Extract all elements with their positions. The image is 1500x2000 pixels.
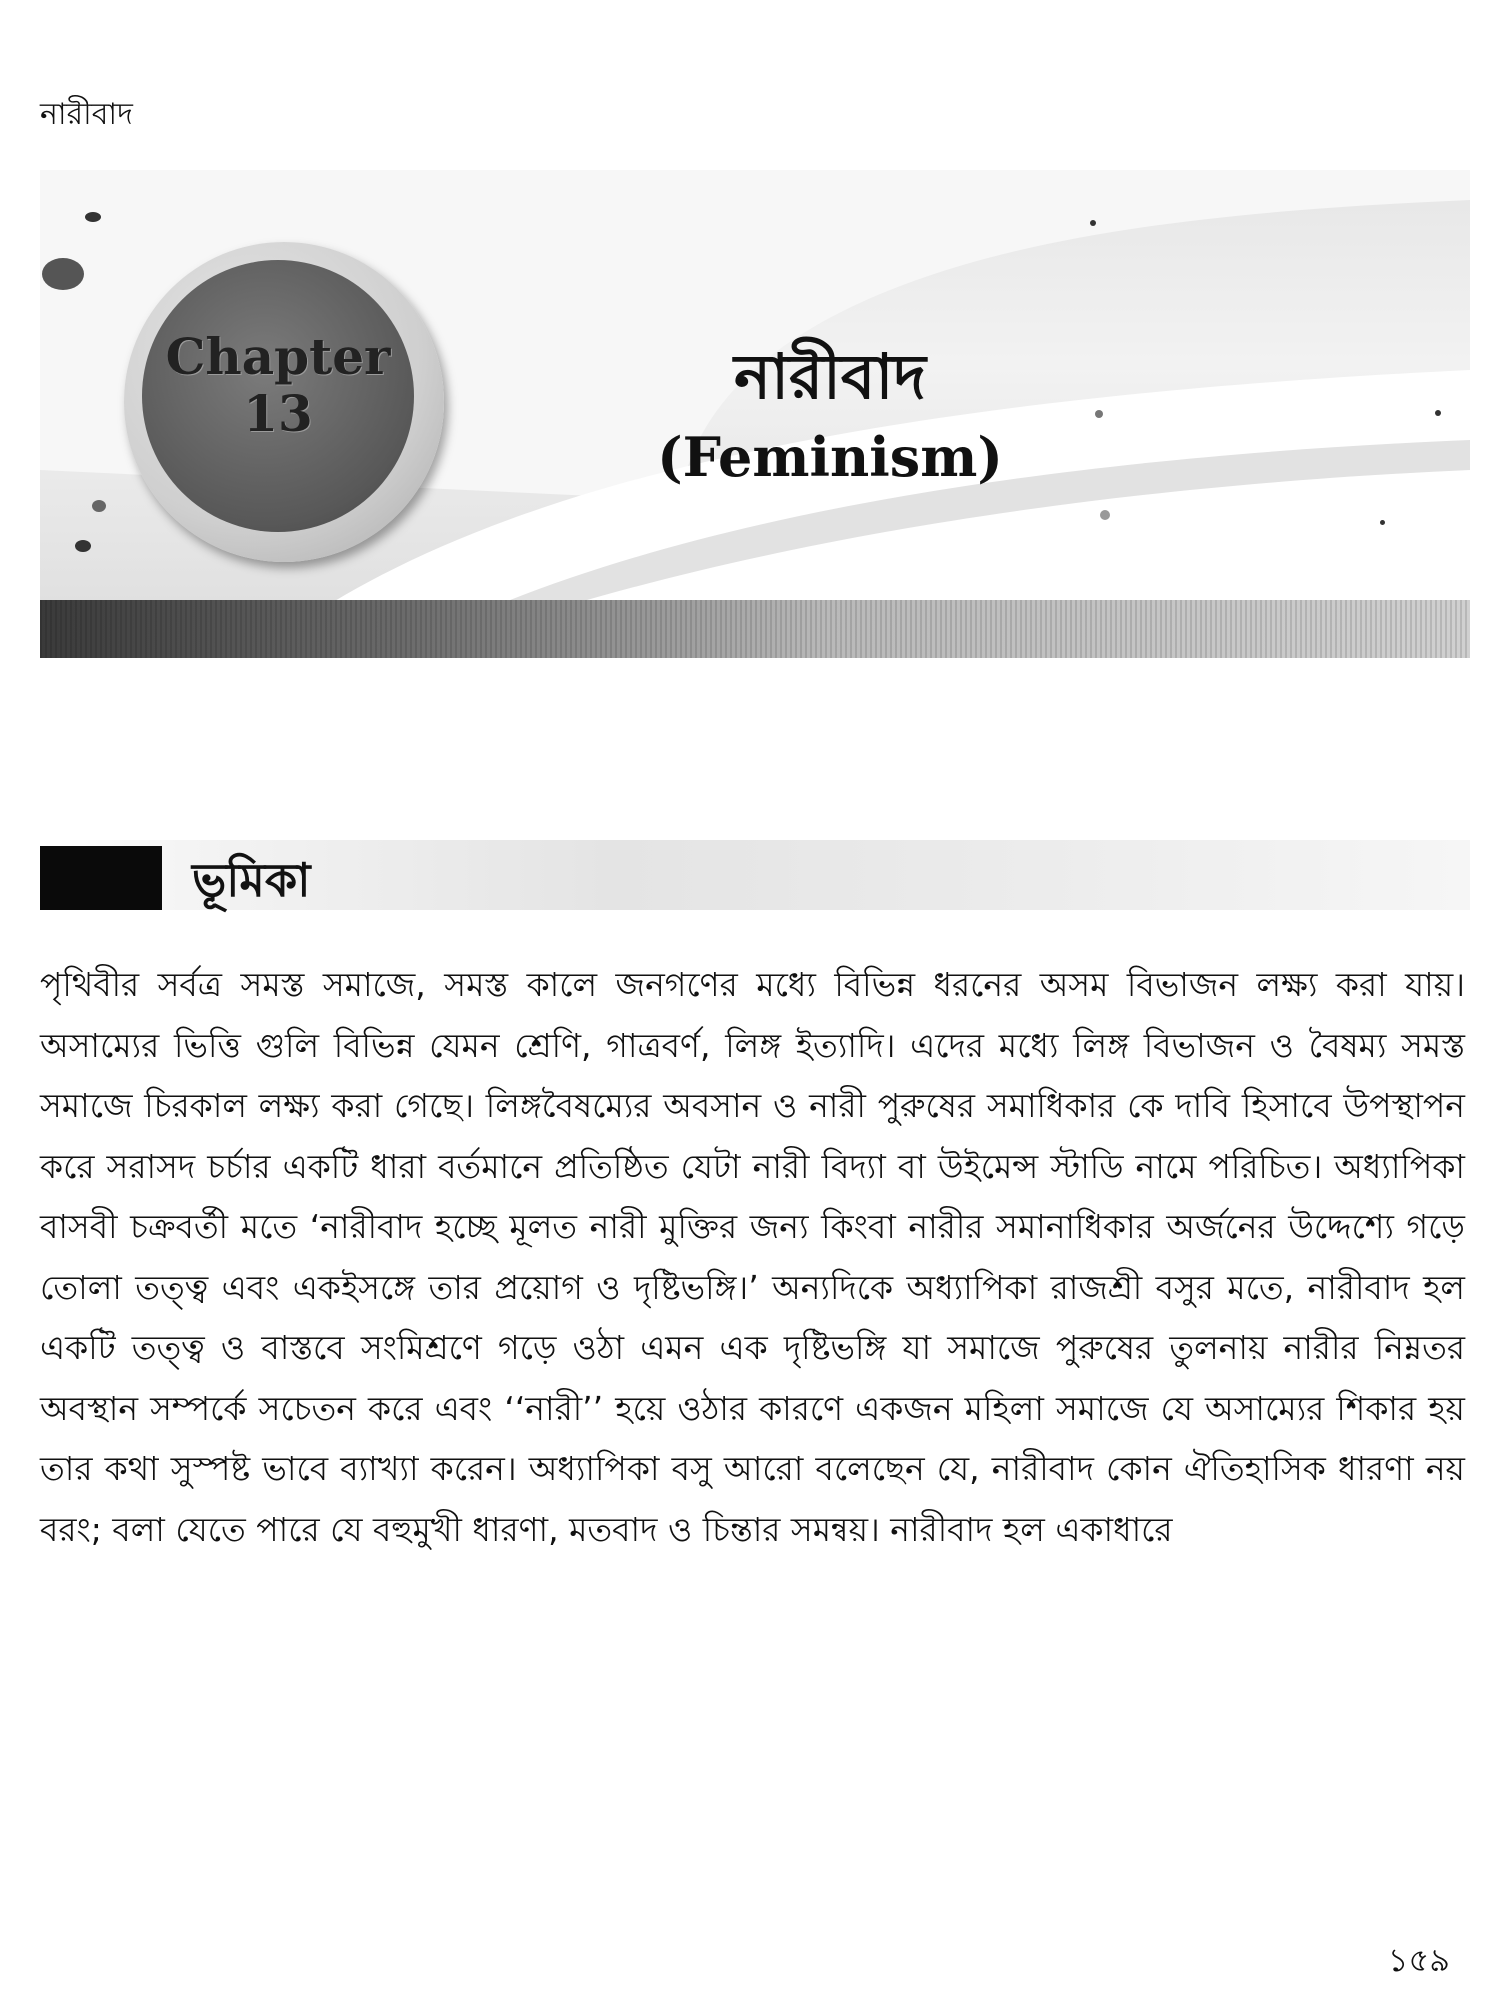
chapter-banner [40,170,1470,658]
decorative-dot [1090,220,1096,226]
body-paragraph: পৃথিবীর সর্বত্র সমস্ত সমাজে, সমস্ত কালে জনগণের মধ্যে বিভিন্ন ধরনের অসম বিভাজন লক্ষ্য করা যায়। অসাম্যের ভিত্তি গুলি বিভিন্ন যেমন শ্রেণি, গাত্রবর্ণ, লিঙ্গ ইত্যাদি। এদের মধ্যে লিঙ্গ বিভাজন ও বৈষম্য সমস্ত সমাজে চিরকাল লক্ষ্য করা গেছে। লিঙ্গবৈষম্যের অবসান ও নারী পুরুষের সমাধিকার কে দাবি হিসাবে উপস্থাপন করে সরাসদ চর্চার একটি ধারা বর্তমানে প্রতিষ্ঠিত যেটা নারী বিদ্যা বা উইমেন্স স্টাডি নামে পরিচিত। অধ্যাপিকা বাসবী চক্রবর্তী মতে ‘নারীবাদ হচ্ছে মূলত নারী মুক্তির জন্য কিংবা নারীর সমানাধিকার অর্জনের উদ্দেশ্যে গড়ে তোলা তত্ত্ব এবং একইসঙ্গে তার প্রয়োগ ও দৃষ্টিভঙ্গি।’ অন্যদিকে অধ্যাপিকা রাজশ্রী বসুর মতে, নারীবাদ হল একটি তত্ত্ব ও বাস্তবে সংমিশ্রণে গড়ে ওঠা এমন এক দৃষ্টিভঙ্গি যা সমাজে পুরুষের তুলনায় নারীর নিম্নতর অবস্থান সম্পর্কে সচেতন করে এবং ‘‘নারী’’ হয়ে ওঠার কারণে একজন মহিলা সমাজে যে অসাম্যের শিকার হয় তার কথা সুস্পষ্ট ভাবে ব্যাখ্যা করেন। অধ্যাপিকা বসু আরো বলেছেন যে, নারীবাদ কোন ঐতিহাসিক ধারণা নয় বরং; বলা যেতে পারে যে বহুমুখী ধারণা, মতবাদ ও চিন্তার সমন্বয়। নারীবাদ হল একাধারে [40,965,1465,1549]
decorative-dot [1380,520,1385,525]
decorative-dot [75,540,91,552]
decorative-dot [1435,410,1441,416]
decorative-dot [85,212,101,222]
chapter-subtitle: (Feminism) [657,425,1003,489]
chapter-label: Chapter [165,326,391,386]
section-heading-bar [40,840,1470,910]
section-heading: ভূমিকা [192,853,311,907]
chapter-number: 13 [243,383,313,443]
decorative-dot [1100,510,1110,520]
page-number: ১৫৯ [1387,1941,1450,1979]
section-marker-block [40,846,162,910]
chapter-badge [124,242,444,562]
decorative-dot [42,258,84,290]
running-head: নারীবাদ [40,97,133,132]
decorative-dot [92,500,106,512]
chapter-badge-inner [142,260,414,532]
banner-bottom-strip [40,600,1470,658]
decorative-dot [1095,410,1103,418]
chapter-title: নারীবাদ [734,340,926,413]
